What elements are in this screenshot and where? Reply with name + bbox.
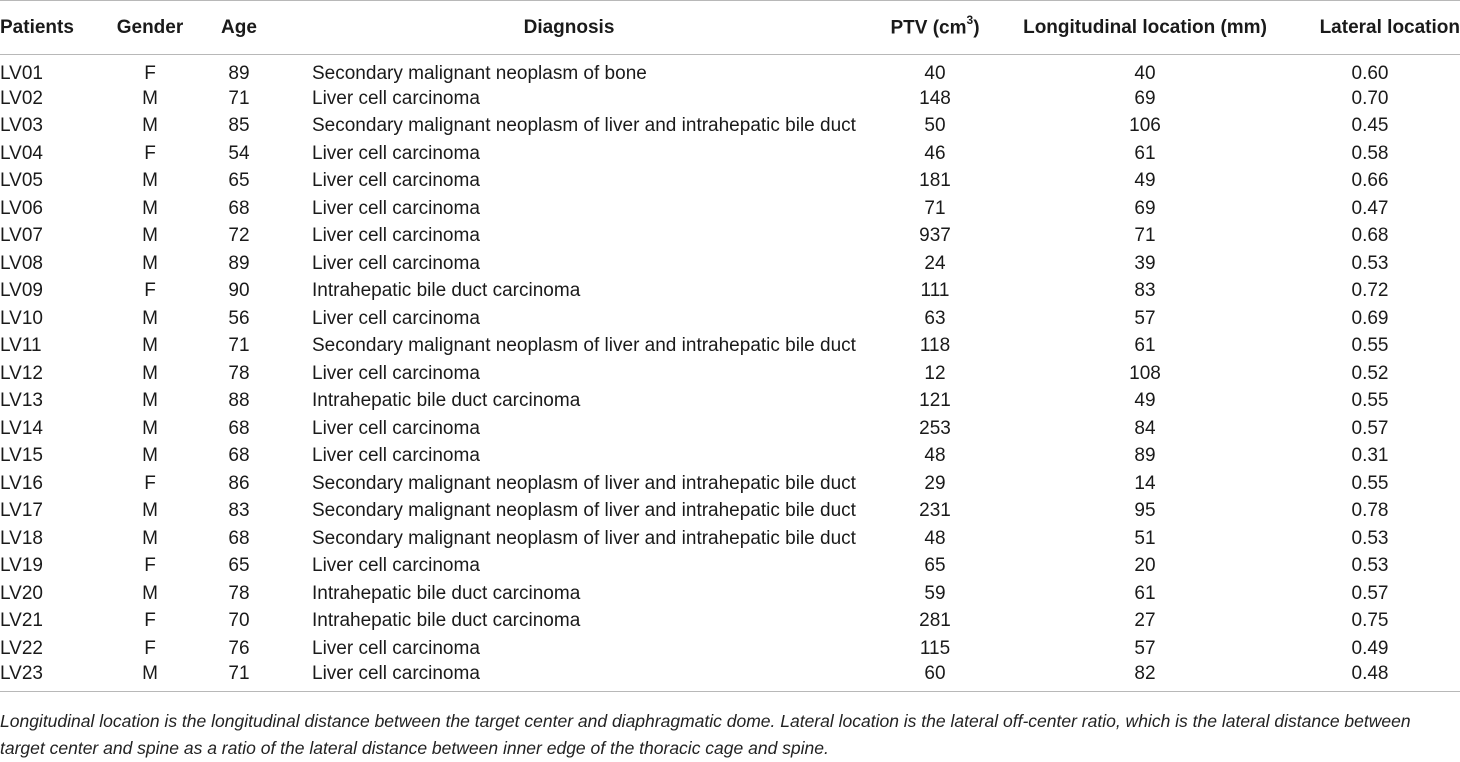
table-row <box>0 525 1460 553</box>
cell-longitudinal-location: 69 <box>1134 87 1156 109</box>
header-ptv-superscript: 3 <box>966 13 974 28</box>
cell-gender: M <box>142 445 158 467</box>
table-row <box>0 360 1460 388</box>
cell-age: 89 <box>228 63 250 84</box>
cell-age: 78 <box>228 582 250 604</box>
cell-patient: LV07 <box>0 225 43 247</box>
cell-patient: LV02 <box>0 87 43 109</box>
cell-ptv: 29 <box>924 472 946 494</box>
cell-gender: F <box>144 142 156 164</box>
cell-ptv: 148 <box>919 87 951 109</box>
cell-longitudinal-location: 49 <box>1134 390 1156 412</box>
cell-ptv: 46 <box>924 142 946 164</box>
header-age: Age <box>200 1 278 55</box>
cell-lateral-location: 0.58 <box>1351 142 1389 164</box>
table-row <box>0 250 1460 278</box>
cell-ptv: 118 <box>919 335 951 357</box>
table-row <box>0 55 1460 86</box>
cell-patient: LV15 <box>0 445 43 467</box>
table-row <box>0 470 1460 498</box>
cell-age: 89 <box>228 252 250 274</box>
table-header <box>0 1 1460 55</box>
cell-diagnosis: Secondary malignant neoplasm of liver and intrahepatic bile duct <box>312 500 856 522</box>
cell-gender: F <box>144 280 156 302</box>
cell-lateral-location: 0.49 <box>1351 637 1389 659</box>
cell-ptv: 48 <box>924 445 946 467</box>
table-row <box>0 580 1460 608</box>
cell-gender: F <box>144 63 156 84</box>
cell-diagnosis: Liver cell carcinoma <box>312 445 480 467</box>
cell-age: 76 <box>228 637 250 659</box>
cell-patient: LV18 <box>0 527 43 549</box>
cell-ptv: 937 <box>919 225 951 247</box>
cell-age: 65 <box>228 555 250 577</box>
cell-gender: M <box>100 663 200 692</box>
cell-lateral-location: 0.31 <box>1351 445 1389 467</box>
cell-age: 56 <box>228 307 250 329</box>
cell-patient: LV21 <box>0 610 43 632</box>
cell-longitudinal-location: 69 <box>1134 197 1156 219</box>
cell-ptv: 65 <box>924 555 946 577</box>
cell-longitudinal-location: 95 <box>1134 500 1156 522</box>
header-patients: Patients <box>0 1 100 55</box>
cell-age: 71 <box>228 87 250 109</box>
cell-age: 68 <box>228 197 250 219</box>
cell-lateral-location: 0.48 <box>1280 663 1460 692</box>
cell-diagnosis: Intrahepatic bile duct carcinoma <box>312 582 581 604</box>
cell-age: 78 <box>228 362 250 384</box>
cell-gender: M <box>142 500 158 522</box>
cell-age: 68 <box>228 445 250 467</box>
cell-diagnosis: Liver cell carcinoma <box>312 307 480 329</box>
cell-longitudinal-location: 61 <box>1134 335 1156 357</box>
cell-longitudinal-location: 89 <box>1134 445 1156 467</box>
cell-age: 86 <box>228 472 250 494</box>
cell-diagnosis: Liver cell carcinoma <box>278 663 860 692</box>
cell-age: 68 <box>228 527 250 549</box>
cell-longitudinal-location: 61 <box>1134 582 1156 604</box>
cell-age: 88 <box>228 390 250 412</box>
cell-gender: M <box>142 252 158 274</box>
cell-gender: M <box>142 417 158 439</box>
cell-patient: LV13 <box>0 390 43 412</box>
cell-age: 68 <box>228 417 250 439</box>
cell-longitudinal-location: 14 <box>1134 472 1156 494</box>
cell-ptv: 121 <box>919 390 951 412</box>
cell-lateral-location: 0.78 <box>1351 500 1389 522</box>
cell-ptv: 63 <box>924 307 946 329</box>
cell-lateral-location: 0.53 <box>1351 555 1389 577</box>
table-row <box>0 553 1460 581</box>
cell-patient: LV11 <box>0 335 42 357</box>
cell-age: 72 <box>228 225 250 247</box>
cell-gender: M <box>142 115 158 137</box>
cell-lateral-location: 0.57 <box>1351 582 1389 604</box>
cell-diagnosis: Secondary malignant neoplasm of liver and intrahepatic bile duct <box>312 527 856 549</box>
cell-diagnosis: Liver cell carcinoma <box>312 142 480 164</box>
table-row <box>0 333 1460 361</box>
cell-lateral-location: 0.68 <box>1351 225 1389 247</box>
cell-gender: M <box>142 390 158 412</box>
cell-lateral-location: 0.52 <box>1351 362 1389 384</box>
cell-lateral-location: 0.53 <box>1351 527 1389 549</box>
cell-age: 65 <box>228 170 250 192</box>
cell-diagnosis: Secondary malignant neoplasm of liver and intrahepatic bile duct <box>312 335 856 357</box>
cell-lateral-location: 0.55 <box>1351 472 1389 494</box>
cell-diagnosis: Liver cell carcinoma <box>312 555 480 577</box>
cell-longitudinal-location: 57 <box>1134 637 1156 659</box>
cell-longitudinal-location: 20 <box>1134 555 1156 577</box>
header-ptv <box>860 1 1010 55</box>
table-row <box>0 498 1460 526</box>
cell-lateral-location: 0.75 <box>1351 610 1389 632</box>
cell-diagnosis: Liver cell carcinoma <box>312 197 480 219</box>
cell-patient: LV10 <box>0 307 43 329</box>
cell-gender: M <box>142 87 158 109</box>
cell-gender: M <box>142 335 158 357</box>
cell-longitudinal-location: 106 <box>1129 115 1161 137</box>
cell-age: 71 <box>200 663 278 692</box>
cell-patient: LV08 <box>0 252 43 274</box>
cell-lateral-location: 0.70 <box>1351 87 1389 109</box>
cell-gender: M <box>142 582 158 604</box>
header-row <box>0 1 1460 55</box>
cell-gender: M <box>142 225 158 247</box>
cell-patient: LV06 <box>0 197 43 219</box>
table-row <box>0 388 1460 416</box>
table-footnote: Longitudinal location is the longitudinal distance between the target center and diaphragmatic dome. Lateral location is the lateral off-center ratio, which is the lateral distance between target center and spine as a ratio of the lateral distance between inner edge of the thoracic cage and spine. <box>0 711 1411 758</box>
cell-diagnosis: Intrahepatic bile duct carcinoma <box>312 280 581 302</box>
cell-ptv: 50 <box>924 115 946 137</box>
header-gender: Gender <box>100 1 200 55</box>
cell-ptv: 231 <box>919 500 951 522</box>
cell-patient: LV12 <box>0 362 43 384</box>
cell-diagnosis: Intrahepatic bile duct carcinoma <box>312 610 581 632</box>
cell-patient: LV23 <box>0 663 100 692</box>
cell-diagnosis: Liver cell carcinoma <box>312 225 480 247</box>
table-row <box>0 113 1460 141</box>
cell-gender: M <box>142 527 158 549</box>
cell-lateral-location: 0.60 <box>1351 63 1389 84</box>
cell-longitudinal-location: 49 <box>1134 170 1156 192</box>
table-row <box>0 305 1460 333</box>
cell-age: 54 <box>228 142 250 164</box>
cell-longitudinal-location: 82 <box>1010 663 1280 692</box>
cell-diagnosis: Secondary malignant neoplasm of liver and intrahepatic bile duct <box>312 472 856 494</box>
cell-diagnosis: Intrahepatic bile duct carcinoma <box>312 390 581 412</box>
cell-gender: F <box>144 472 156 494</box>
table-row <box>0 663 1460 692</box>
cell-ptv: 71 <box>924 197 946 219</box>
cell-longitudinal-location: 40 <box>1134 63 1156 84</box>
cell-age: 90 <box>228 280 250 302</box>
cell-longitudinal-location: 61 <box>1134 142 1156 164</box>
cell-ptv: 181 <box>919 170 951 192</box>
cell-diagnosis: Liver cell carcinoma <box>312 87 480 109</box>
cell-age: 83 <box>228 500 250 522</box>
table-row <box>0 443 1460 471</box>
cell-patient: LV19 <box>0 555 43 577</box>
table-row <box>0 608 1460 636</box>
cell-ptv: 115 <box>919 637 951 659</box>
cell-ptv: 59 <box>924 582 946 604</box>
header-ptv-suffix: ) <box>973 17 980 39</box>
cell-gender: M <box>142 307 158 329</box>
table-row <box>0 278 1460 306</box>
cell-gender: M <box>142 170 158 192</box>
table-row <box>0 415 1460 443</box>
cell-ptv: 111 <box>920 280 950 302</box>
cell-patient: LV16 <box>0 472 43 494</box>
cell-diagnosis: Liver cell carcinoma <box>312 170 480 192</box>
cell-ptv: 12 <box>924 362 946 384</box>
cell-patient: LV09 <box>0 280 43 302</box>
cell-lateral-location: 0.55 <box>1351 335 1389 357</box>
cell-diagnosis: Liver cell carcinoma <box>312 637 480 659</box>
header-diagnosis: Diagnosis <box>278 1 860 55</box>
header-ptv-prefix: PTV (cm <box>890 17 967 39</box>
cell-age: 85 <box>228 115 250 137</box>
cell-diagnosis: Liver cell carcinoma <box>312 252 480 274</box>
cell-patient: LV20 <box>0 582 43 604</box>
cell-diagnosis: Secondary malignant neoplasm of bone <box>312 63 647 84</box>
header-longitudinal-location: Longitudinal location (mm) <box>1010 1 1280 55</box>
cell-lateral-location: 0.66 <box>1351 170 1389 192</box>
cell-ptv: 60 <box>860 663 1010 692</box>
cell-diagnosis: Secondary malignant neoplasm of liver and intrahepatic bile duct <box>312 115 856 137</box>
cell-patient: LV01 <box>0 63 43 84</box>
cell-ptv: 48 <box>924 527 946 549</box>
cell-gender: F <box>144 637 156 659</box>
cell-lateral-location: 0.57 <box>1351 417 1389 439</box>
cell-longitudinal-location: 27 <box>1134 610 1156 632</box>
cell-longitudinal-location: 84 <box>1134 417 1156 439</box>
header-lateral-location: Lateral location <box>1280 1 1460 55</box>
cell-patient: LV14 <box>0 417 43 439</box>
cell-gender: F <box>144 555 156 577</box>
cell-lateral-location: 0.72 <box>1351 280 1389 302</box>
table-row <box>0 85 1460 113</box>
cell-patient: LV04 <box>0 142 43 164</box>
cell-lateral-location: 0.55 <box>1351 390 1389 412</box>
cell-lateral-location: 0.45 <box>1351 115 1389 137</box>
cell-diagnosis: Liver cell carcinoma <box>312 362 480 384</box>
cell-longitudinal-location: 51 <box>1134 527 1156 549</box>
cell-ptv: 24 <box>924 252 946 274</box>
cell-age: 70 <box>228 610 250 632</box>
cell-gender: F <box>144 610 156 632</box>
cell-longitudinal-location: 108 <box>1129 362 1161 384</box>
cell-patient: LV03 <box>0 115 43 137</box>
cell-lateral-location: 0.69 <box>1351 307 1389 329</box>
cell-age: 71 <box>228 335 250 357</box>
cell-gender: M <box>142 362 158 384</box>
cell-patient: LV22 <box>0 637 43 659</box>
table-row <box>0 223 1460 251</box>
cell-ptv: 253 <box>919 417 951 439</box>
cell-lateral-location: 0.47 <box>1351 197 1389 219</box>
cell-longitudinal-location: 39 <box>1134 252 1156 274</box>
cell-ptv: 281 <box>919 610 951 632</box>
cell-longitudinal-location: 57 <box>1134 307 1156 329</box>
table-row <box>0 140 1460 168</box>
table-row <box>0 168 1460 196</box>
cell-ptv: 40 <box>924 63 946 84</box>
cell-patient: LV17 <box>0 500 43 522</box>
cell-longitudinal-location: 71 <box>1134 225 1156 247</box>
cell-lateral-location: 0.53 <box>1351 252 1389 274</box>
table-row <box>0 195 1460 223</box>
table-body <box>0 55 1460 692</box>
table-row <box>0 635 1460 663</box>
cell-gender: M <box>142 197 158 219</box>
cell-patient: LV05 <box>0 170 43 192</box>
cell-longitudinal-location: 83 <box>1134 280 1156 302</box>
cell-diagnosis: Liver cell carcinoma <box>312 417 480 439</box>
